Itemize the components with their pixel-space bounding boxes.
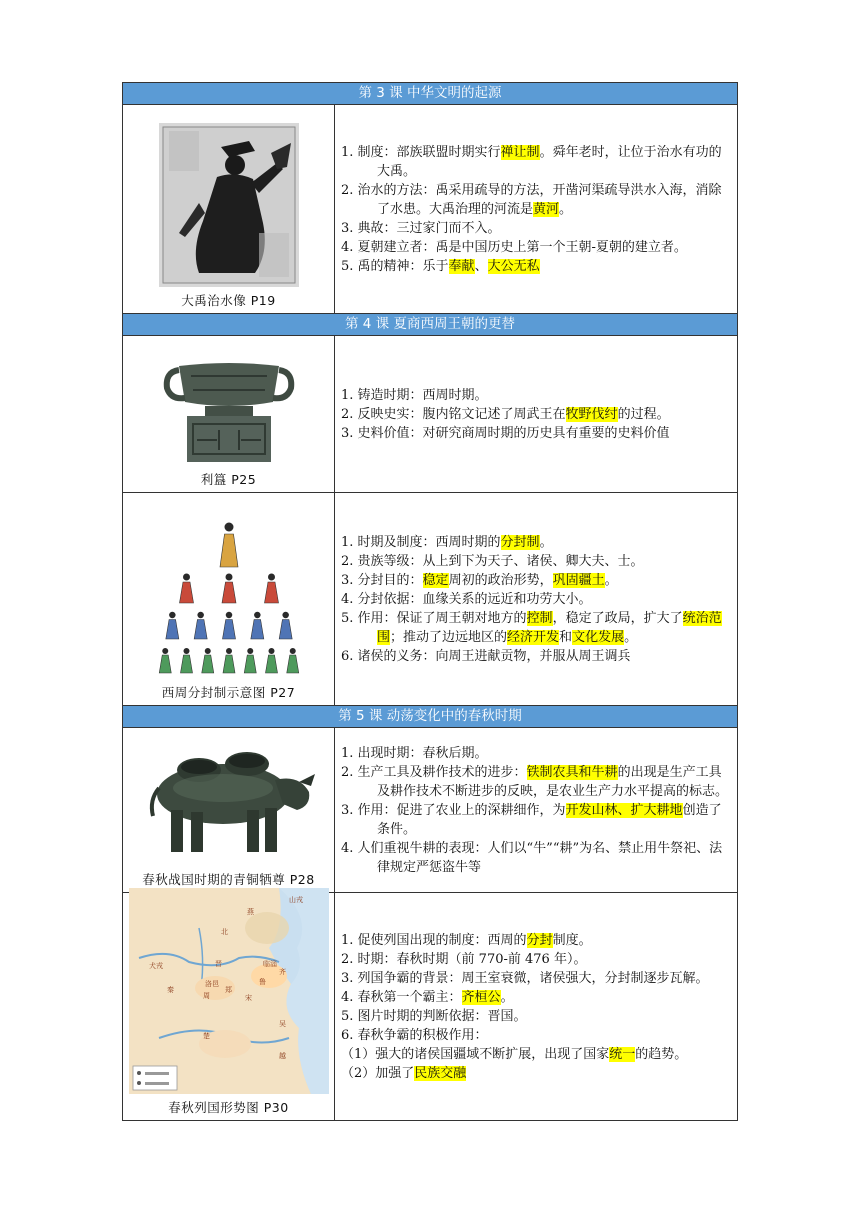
note-item [341, 257, 731, 276]
figure-tier-1 [220, 523, 238, 568]
image-caption: 大禹治水像 P19 [181, 293, 276, 308]
highlighted-keyword: 大公无私 [487, 258, 540, 274]
highlighted-keyword: 分封制 [500, 534, 540, 550]
table-row [122, 104, 738, 313]
bronze-ox-zun-image [139, 740, 319, 866]
image-cell [123, 493, 335, 705]
note-item [341, 181, 731, 219]
note-text: 和 [559, 629, 573, 645]
highlighted-keyword: 民族交融 [414, 1065, 467, 1081]
highlighted-keyword: 统一 [609, 1046, 636, 1062]
note-item [341, 219, 731, 238]
figure-tier-4 [223, 648, 235, 673]
note-item [341, 386, 731, 405]
highlighted-keyword: 奉献 [448, 258, 475, 274]
map-label: 宋 [244, 994, 252, 1002]
note-text: 1. 促使列国出现的制度：西周的 [341, 932, 527, 948]
notes-cell [335, 493, 737, 705]
note-text: 5. 作用：保证了周王朝对地方的 [341, 610, 527, 626]
notes-cell [335, 728, 737, 892]
map-label: 齐 [278, 968, 286, 976]
map-label: 楚 [202, 1032, 210, 1040]
note-text: 、 [474, 258, 488, 274]
note-text: 6. 春秋争霸的积极作用： [341, 1027, 488, 1043]
note-item [341, 969, 731, 988]
note-text: 3. 分封目的： [341, 572, 423, 588]
image-cell [123, 105, 335, 313]
figure-tier-4 [159, 648, 171, 673]
note-text: ；推动了边远地区的 [390, 629, 508, 645]
notes-cell [335, 105, 737, 313]
note-text: （1）强大的诸侯国疆域不断扩展，出现了国家 [341, 1046, 610, 1062]
figure-tier-4 [286, 648, 298, 673]
note-text: 3. 典故：三过家门而不入。 [341, 220, 501, 236]
note-text: 的趋势。 [635, 1046, 688, 1062]
highlighted-keyword: 禅让制 [500, 144, 540, 160]
note-text: 4. 分封依据：血缘关系的远近和功劳大小。 [341, 591, 592, 607]
note-item [341, 424, 731, 443]
note-text: 制度。 [552, 932, 592, 948]
note-text: 6. 诸侯的义务：向周王进献贡物，并服从周王调兵 [341, 648, 631, 664]
figure-tier-3 [165, 612, 178, 639]
note-text: 的过程。 [617, 406, 670, 422]
note-text: 3. 史料价值：对研究商周时期的历史具有重要的史料价值 [341, 425, 670, 441]
highlighted-keyword: 统治范围 [377, 610, 722, 645]
map-label: 鲁 [258, 978, 266, 986]
fengjian-pyramid-image [144, 515, 314, 679]
ligui-vessel-image [157, 354, 301, 466]
note-text: 。 [624, 629, 638, 645]
figure-tier-4 [244, 648, 256, 673]
note-item [341, 763, 731, 801]
lesson-header: 第 5 课 动荡变化中的春秋时期 [122, 705, 738, 727]
note-item [341, 533, 731, 552]
note-text: 3. 作用：促进了农业上的深耕细作，为 [341, 802, 566, 818]
map-label: 山戎 [288, 896, 303, 904]
highlighted-keyword: 黄河 [533, 201, 560, 217]
note-item [341, 647, 731, 666]
note-text: 1. 时期及制度：西周时期的 [341, 534, 501, 550]
note-text: 1. 出现时期：春秋后期。 [341, 745, 488, 761]
note-text: 。舜年老时，让位于治水有功的大禹。 [377, 144, 722, 179]
note-text: （2）加强了 [341, 1065, 415, 1081]
note-item [341, 590, 731, 609]
note-text: 5. 图片时期的判断依据：晋国。 [341, 1008, 527, 1024]
map-label: 北 [220, 928, 228, 936]
note-item [341, 571, 731, 590]
note-text: 。 [500, 989, 514, 1005]
note-text: 1. 制度：部族联盟时期实行 [341, 144, 501, 160]
highlighted-keyword: 齐桓公 [461, 989, 501, 1005]
figure-tier-2 [264, 574, 278, 604]
table-row [122, 335, 738, 492]
figure-tier-2 [179, 574, 193, 604]
note-item [341, 950, 731, 969]
map-label: 秦 [166, 986, 174, 994]
highlighted-keyword: 文化发展 [572, 629, 625, 645]
note-text: 创造了条件。 [377, 802, 722, 837]
lesson-header: 第 4 课 夏商西周王朝的更替 [122, 313, 738, 335]
map-label: 犬戎 [148, 962, 163, 970]
note-item [341, 143, 731, 181]
highlighted-keyword: 巩固疆土 [552, 572, 605, 588]
note-text: 5. 禹的精神：乐于 [341, 258, 449, 274]
table-row [122, 492, 738, 705]
note-item [341, 552, 731, 571]
map-label: 吴 [278, 1020, 286, 1028]
yu-portrait-image [159, 123, 299, 287]
note-text: 2. 生产工具及耕作技术的进步： [341, 764, 527, 780]
map-label: 临淄 [262, 960, 277, 968]
table-row [122, 892, 738, 1121]
note-text: 。 [559, 201, 573, 217]
highlighted-keyword: 牧野伐纣 [565, 406, 618, 422]
note-item [341, 839, 731, 877]
notes-cell [335, 336, 737, 492]
note-text: 2. 贵族等级：从上到下为天子、诸侯、卿大夫、士。 [341, 553, 644, 569]
map-label: 洛邑 [204, 980, 219, 988]
note-text: 1. 铸造时期：西周时期。 [341, 387, 488, 403]
chunqiu-map-image [129, 888, 329, 1094]
figure-tier-4 [265, 648, 277, 673]
figure-tier-4 [180, 648, 192, 673]
map-label: 周 [202, 992, 210, 1000]
figure-tier-3 [194, 612, 207, 639]
note-item [341, 744, 731, 763]
figure-tier-4 [201, 648, 213, 673]
note-text: 4. 春秋第一个霸主： [341, 989, 462, 1005]
image-cell [123, 893, 335, 1120]
note-text: 2. 反映史实：腹内铭文记述了周武王在 [341, 406, 566, 422]
note-item [341, 609, 731, 647]
note-item [341, 405, 731, 424]
note-text: 4. 人们重视牛耕的表现：人们以“牛”“耕”为名、禁止用牛祭祀、法律规定严惩盗牛等 [341, 840, 723, 875]
map-label: 燕 [246, 908, 254, 916]
note-item [341, 238, 731, 257]
note-text: 周初的政治形势， [448, 572, 553, 588]
note-item [341, 1064, 731, 1083]
image-cell [123, 728, 335, 892]
note-text: 。 [539, 534, 553, 550]
note-item [341, 988, 731, 1007]
figure-tier-3 [250, 612, 263, 639]
note-item [341, 931, 731, 950]
highlighted-keyword: 分封 [526, 932, 553, 948]
image-caption: 利簋 P25 [200, 472, 257, 487]
image-caption: 春秋列国形势图 P30 [168, 1100, 289, 1115]
image-cell [123, 336, 335, 492]
note-text: 。 [604, 572, 618, 588]
figure-tier-2 [222, 574, 236, 604]
note-text: 3. 列国争霸的背景：周王室衰微，诸侯强大，分封制逐步瓦解。 [341, 970, 709, 986]
figure-tier-3 [279, 612, 292, 639]
highlighted-keyword: 稳定 [422, 572, 449, 588]
note-item [341, 1026, 731, 1045]
note-text: 的出现是生产工具及耕作技术不断进步的反映，是农业生产力水平提高的标志。 [377, 764, 729, 799]
map-label: 郑 [224, 986, 232, 994]
note-item [341, 1007, 731, 1026]
map-label: 晋 [214, 960, 222, 968]
table-row [122, 727, 738, 892]
notes-cell [335, 893, 737, 1120]
highlighted-keyword: 开发山林、扩大耕地 [565, 802, 683, 818]
notes-table [122, 82, 738, 1121]
note-text: 2. 时期：春秋时期（前 770-前 476 年）。 [341, 951, 587, 967]
note-text: 4. 夏朝建立者：禹是中国历史上第一个王朝-夏朝的建立者。 [341, 239, 687, 255]
lesson-header: 第 3 课 中华文明的起源 [122, 82, 738, 104]
map-label: 越 [278, 1052, 286, 1060]
figure-tier-3 [222, 612, 235, 639]
image-caption: 西周分封制示意图 P27 [161, 685, 296, 700]
highlighted-keyword: 经济开发 [507, 629, 560, 645]
note-item [341, 801, 731, 839]
note-text: 2. 治水的方法：禹采用疏导的方法，开凿河渠疏导洪水入海，消除了水患。大禹治理的河流是 [341, 182, 722, 217]
note-text: ，稳定了政局，扩大了 [552, 610, 683, 626]
note-item [341, 1045, 731, 1064]
highlighted-keyword: 铁制农具和牛耕 [526, 764, 618, 780]
image-caption: 春秋战国时期的青铜牺尊 P28 [142, 872, 315, 887]
highlighted-keyword: 控制 [526, 610, 553, 626]
